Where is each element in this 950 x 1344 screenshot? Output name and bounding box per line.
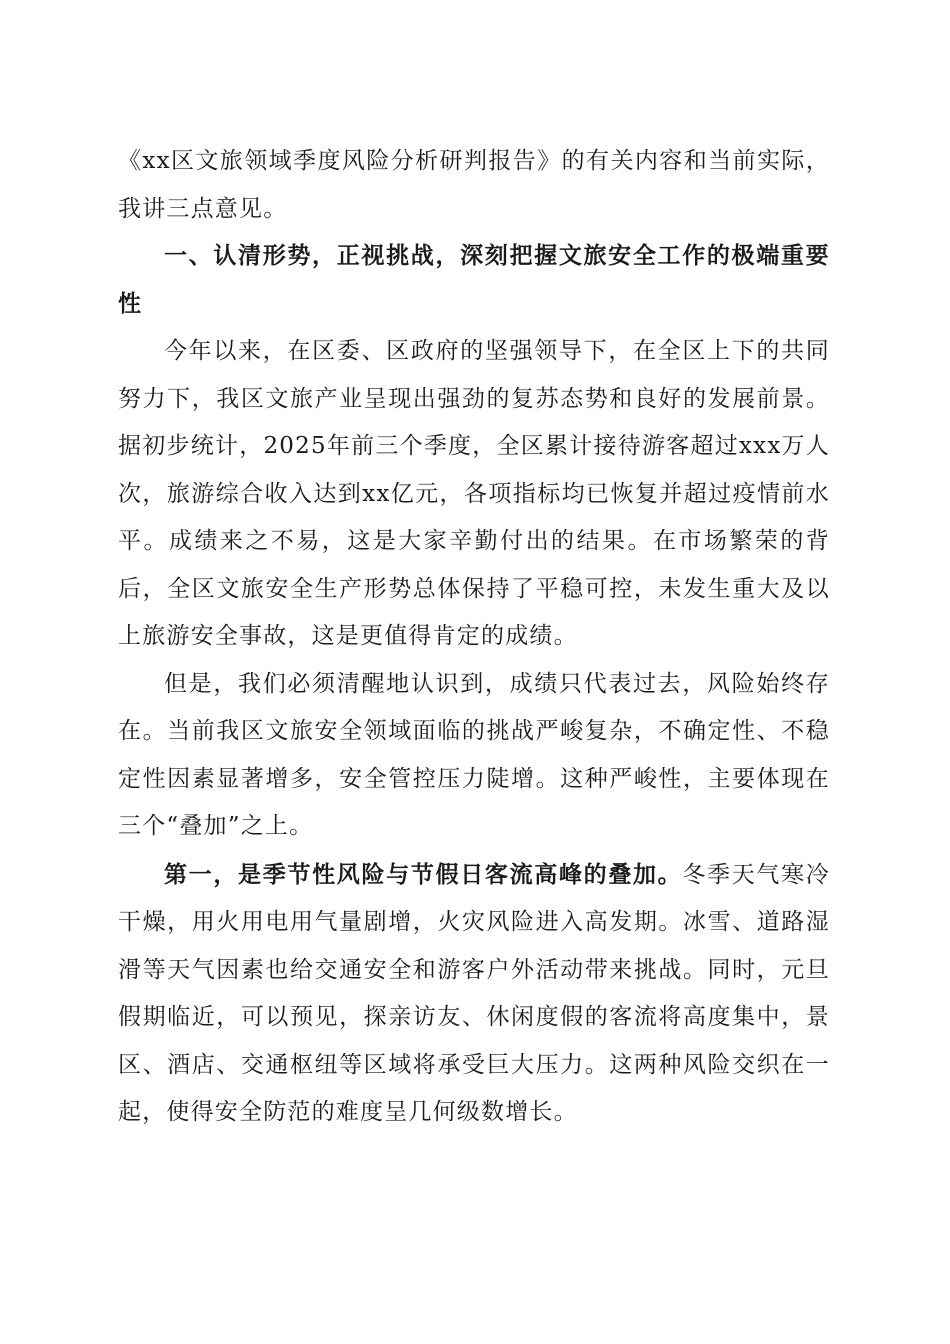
paragraph-intro-continuation: 《xx区文旅领域季度风险分析研判报告》的有关内容和当前实际，我讲三点意见。 bbox=[118, 148, 830, 222]
paragraph-achievements: 今年以来，在区委、区政府的坚强领导下，在全区上下的共同努力下，我区文旅产业呈现出强劲的复苏态势和良好的发展前景。据初步统计，2025年前三个季度，全区累计接待游客超过xxx万人次，旅游综合收入达到xx亿元，各项指标均已恢复并超过疫情前水平。成绩来之不易，这是大家辛勤付出的结果。在市场繁荣的背后，全区文旅安全生产形势总体保持了平稳可控，未发生重大及以上旅游安全事故，这是更值得肯定的成绩。 bbox=[118, 338, 830, 649]
paragraph-lead-sentence: 第一，是季节性风险与节假日客流高峰的叠加。 bbox=[164, 860, 683, 888]
paragraph-body-text: 冬季天气寒冷干燥，用火用电用气量剧增，火灾风险进入高发期。冰雪、道路湿滑等天气因素也给交通安全和游客户外活动带来挑战。同时，元旦假期临近，可以预见，探亲访友、休闲度假的客流将高度集中，景区、酒店、交通枢纽等区域将承受巨大压力。这两种风险交织在一起，使得安全防范的难度呈几何级数增长。 bbox=[118, 861, 830, 1125]
paragraph-risks: 但是，我们必须清醒地认识到，成绩只代表过去，风险始终存在。当前我区文旅安全领域面临的挑战严峻复杂，不确定性、不稳定性因素显著增多，安全管控压力陡增。这种严峻性，主要体现在三个“叠加”之上。 bbox=[118, 670, 830, 839]
section-heading-1: 一、认清形势，正视挑战，深刻把握文旅安全工作的极端重要性 bbox=[118, 243, 830, 317]
document-body bbox=[118, 138, 830, 1137]
paragraph-first-overlap bbox=[118, 851, 830, 1137]
